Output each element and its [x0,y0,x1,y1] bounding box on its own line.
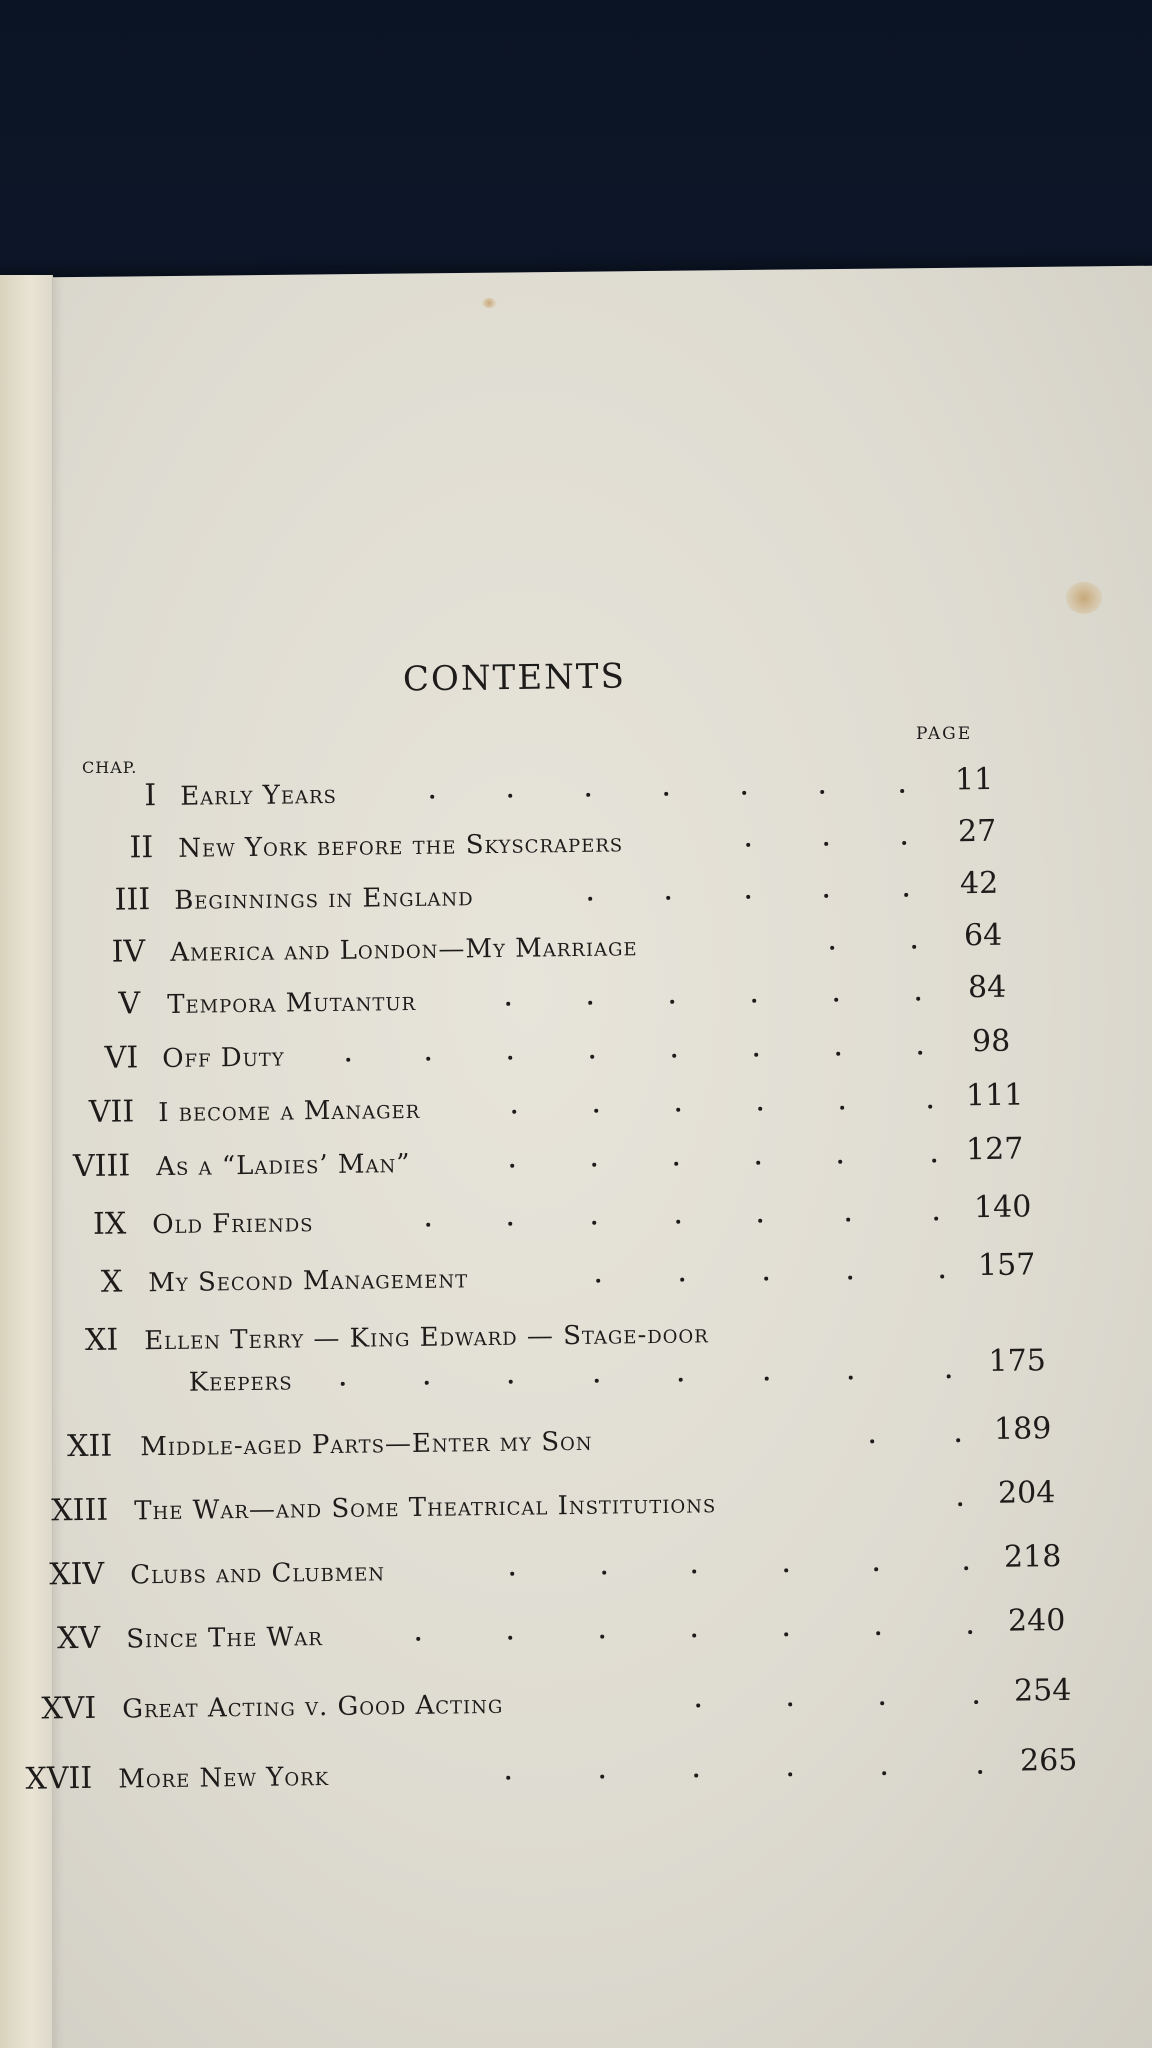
leader-dot [932,1159,936,1163]
chapter-number: X [100,1264,123,1300]
chapter-number: IV [111,934,146,970]
leader-dot [968,1630,972,1634]
leader-dot [916,997,920,1001]
leader-dot [592,1163,596,1167]
leader-dot [880,1701,884,1705]
leader-dot [508,1636,512,1640]
toc-entry [0,1077,1152,1136]
toc-entry [0,1539,1152,1598]
chapter-title: Ellen Terry — King Edward — Stage-door [144,1319,709,1357]
leader-dot [758,1107,762,1111]
leader-dot [600,1775,604,1779]
leader-dot [756,1161,760,1165]
page-number: 27 [957,813,997,850]
leader-dot [510,1164,514,1168]
leader-dot [870,1439,874,1443]
page-number: 218 [1003,1539,1062,1575]
chapter-title: America and London—My Marriage [170,932,638,968]
chapter-number: XVII [25,1760,93,1797]
leader-dot [694,1773,698,1777]
leader-dot [874,1567,878,1571]
leader-dot [834,998,838,1002]
leader-dot [664,792,668,796]
leader-dot [676,1108,680,1112]
toc-entry [0,1247,1152,1306]
chapter-number: VIII [72,1148,131,1185]
leader-dot [934,1217,938,1221]
leader-dot [596,1279,600,1283]
chapter-column-label: CHAP. [82,758,138,777]
toc-entry [0,1023,1152,1082]
leader-dot [746,843,750,847]
toc-entry [0,1189,1152,1248]
leader-dot [692,1569,696,1573]
chapter-title: Great Acting v. Good Acting [122,1689,504,1725]
chapter-title: More New York [118,1761,330,1795]
toc-entry [0,813,1152,872]
leader-dot [341,1382,345,1386]
toc-entry [0,761,1152,820]
leader-dot [824,842,828,846]
chapter-title: Middle-aged Parts—Enter my Son [140,1426,593,1463]
leader-dot [974,1700,978,1704]
leader-dot [830,946,834,950]
leader-dot [956,1438,960,1442]
leader-dot [964,1566,968,1570]
leader-dot [600,1635,604,1639]
toc-entry [0,1475,1152,1534]
leader-dot [742,791,746,795]
leader-dot [947,1374,951,1378]
leader-dot [882,1771,886,1775]
leader-dot [784,1632,788,1636]
leader-dot [752,999,756,1003]
chapter-number: XIII [51,1492,109,1529]
page-number: 111 [965,1077,1024,1114]
leader-dot [594,1109,598,1113]
contents-title: CONTENTS [402,656,627,700]
page-number: 265 [1019,1742,1078,1779]
leader-dot [508,1056,512,1060]
page-number: 204 [997,1475,1056,1511]
leader-dot [670,1000,674,1004]
leader-dot [506,1002,510,1006]
leader-dot [840,1106,844,1110]
page-number: 189 [993,1411,1052,1447]
leader-dot [590,1055,594,1059]
leader-dot [900,789,904,793]
chapter-title: Clubs and Clubmen [130,1557,386,1591]
toc-entry [0,1742,1152,1802]
leader-dot [674,1162,678,1166]
leader-dot [788,1702,792,1706]
leader-dot [595,1379,599,1383]
leader-dot [765,1377,769,1381]
leader-dot [509,1380,513,1384]
chapter-title: Tempora Mutantur [167,986,417,1020]
chapter-title: Beginnings in England [174,882,474,916]
leader-dot [928,1105,932,1109]
leader-dot [679,1378,683,1382]
page-number: 127 [965,1131,1024,1168]
leader-dot [846,1218,850,1222]
chapter-number: XII [66,1428,113,1465]
chapter-title: Off Duty [162,1042,285,1075]
toc-entry [0,865,1152,924]
leader-dot [666,896,670,900]
chapter-title: I become a Manager [158,1094,421,1129]
leader-dot [588,1001,592,1005]
leader-dot [506,1776,510,1780]
leader-dot [876,1631,880,1635]
leader-dot [784,1568,788,1572]
leader-dot [912,945,916,949]
chapter-title: Old Friends [152,1208,314,1241]
chapter-number: VII [88,1094,135,1130]
chapter-number: V [118,986,141,1022]
chapter-number: XIV [49,1556,105,1593]
leader-dot [676,1220,680,1224]
chapter-number: III [114,882,151,918]
leader-dot [758,1219,762,1223]
leader-dot [586,793,590,797]
leader-dot [510,1572,514,1576]
page-number: 98 [971,1023,1011,1060]
page-number: 42 [959,865,999,902]
leader-dot [754,1053,758,1057]
leader-dot [746,895,750,899]
leader-dot [508,1222,512,1226]
leader-dot [958,1502,962,1506]
chapter-number: I [144,778,157,814]
leader-dot [512,1110,516,1114]
chapter-title: Since The War [126,1622,323,1655]
leader-dot [902,841,906,845]
leader-dot [824,894,828,898]
chapter-title: New York before the Skyscrapers [178,828,624,864]
toc-entry [0,1602,1152,1662]
leader-dot [836,1052,840,1056]
leader-dot [426,1223,430,1227]
page-number: 254 [1013,1672,1072,1709]
page-number: 240 [1007,1602,1066,1639]
chapter-number: XI [84,1322,119,1358]
chapter-title: My Second Management [148,1264,469,1299]
leader-dot [696,1703,700,1707]
chapter-title: Early Years [180,779,338,812]
leader-dot [848,1276,852,1280]
chapter-title: As a “Ladies’ Man” [156,1148,411,1183]
chapter-number: XVI [41,1690,97,1727]
leader-dot [978,1770,982,1774]
leader-dot [838,1160,842,1164]
page-number: 64 [963,917,1003,954]
leader-dot [602,1571,606,1575]
leader-dot [672,1054,676,1058]
toc-entry [0,1672,1152,1732]
chapter-number: VI [104,1040,139,1076]
leader-dot [940,1274,944,1278]
leader-dot [508,794,512,798]
page-number: 140 [973,1189,1032,1226]
toc-entry [0,917,1152,976]
chapter-number: II [129,830,154,866]
page-column-label: PAGE [916,724,973,744]
leader-dot [426,1057,430,1061]
leader-dot [588,897,592,901]
leader-dot [820,790,824,794]
toc-entry [0,1411,1152,1470]
leader-dot [788,1772,792,1776]
page-number: 11 [954,761,994,798]
leader-dot [849,1376,853,1380]
chapter-title: The War—and Some Theatrical Institutions [134,1489,717,1527]
toc-entry [0,1310,1152,1398]
page-number: 84 [967,969,1007,1006]
chapter-number: XV [56,1620,101,1657]
page-number: 157 [977,1247,1036,1284]
page-number: 175 [988,1343,1047,1379]
leader-dot [592,1221,596,1225]
leader-dot [918,1051,922,1055]
leader-dot [346,1058,350,1062]
toc-entry [0,1131,1152,1190]
toc-entry [0,969,1152,1028]
chapter-title-continuation: Keepers [188,1366,293,1398]
leader-dot [764,1277,768,1281]
leader-dot [680,1278,684,1282]
leader-dot [904,893,908,897]
leader-dot [425,1381,429,1385]
leader-dot [692,1633,696,1637]
chapter-number: IX [92,1206,127,1242]
leader-dot [416,1637,420,1641]
leader-dot [430,795,434,799]
